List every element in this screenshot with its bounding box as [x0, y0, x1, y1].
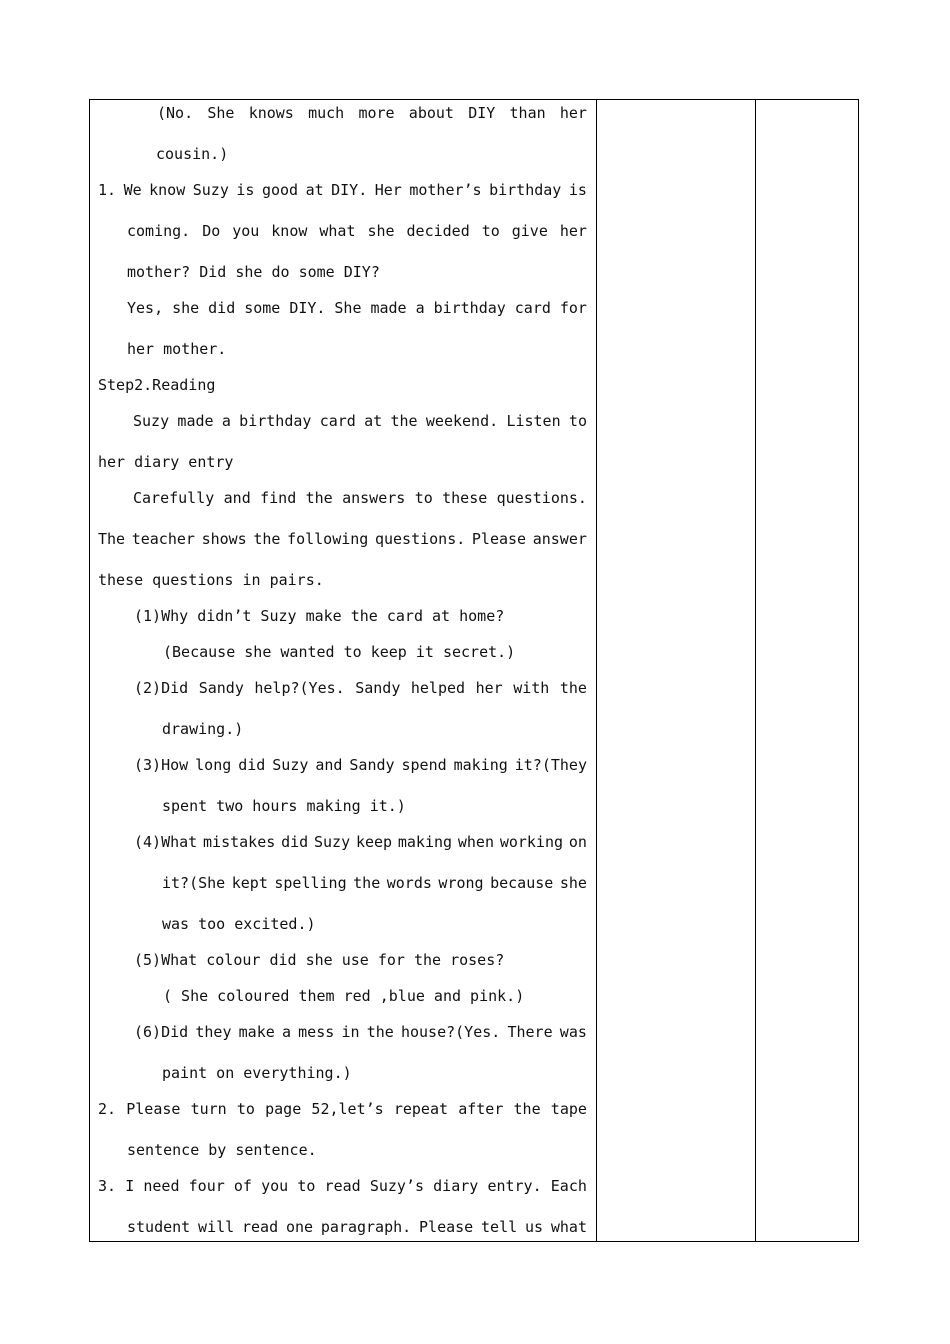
text-line: cousin.): [156, 145, 229, 163]
notes-cell: [756, 100, 859, 1242]
text-line: Suzy made a birthday card at the weekend. Listen to: [133, 412, 587, 430]
text-line: these questions in pairs.: [98, 571, 324, 589]
lesson-plan-table: [89, 99, 859, 1242]
text-line: her mother.: [127, 340, 227, 358]
text-line: was too excited.): [162, 915, 316, 933]
text-line: sentence by sentence.: [127, 1141, 317, 1159]
table-row: [90, 100, 859, 1242]
text-line: spent two hours making it.): [162, 797, 406, 815]
text-line: (4)What mistakes did Suzy keep making when working on: [134, 833, 587, 851]
text-line: (No. She knows much more about DIY than her: [157, 104, 587, 122]
procedure-text: [90, 100, 596, 1241]
text-line: 3. I need four of you to read Suzy’s diary entry. Each: [98, 1177, 587, 1195]
text-line: student will read one paragraph. Please tell us what: [127, 1218, 587, 1236]
text-line: paint on everything.): [162, 1064, 352, 1082]
text-line: Carefully and find the answers to these questions.: [133, 489, 587, 507]
teaching-procedure-cell: [90, 100, 597, 1242]
student-activity-cell: [597, 100, 756, 1242]
text-line: drawing.): [162, 720, 244, 738]
text-line: The teacher shows the following questions. Please answer: [98, 530, 587, 548]
text-line: it?(She kept spelling the words wrong because she: [162, 874, 587, 892]
text-line: ( She coloured them red ,blue and pink.): [163, 987, 525, 1005]
text-line: (3)How long did Suzy and Sandy spend making it?(They: [134, 756, 587, 774]
text-line: 1. We know Suzy is good at DIY. Her mother’s birthday is: [98, 181, 587, 199]
text-line: (Because she wanted to keep it secret.): [163, 643, 516, 661]
text-line: coming. Do you know what she decided to give her: [127, 222, 587, 240]
text-line: mother? Did she do some DIY?: [127, 263, 380, 281]
text-line: (2)Did Sandy help?(Yes. Sandy helped her with the: [134, 679, 587, 697]
text-line: (1)Why didn’t Suzy make the card at home?: [134, 607, 505, 625]
text-line: 2. Please turn to page 52,let’s repeat after the tape: [98, 1100, 587, 1118]
text-line: her diary entry: [98, 453, 234, 471]
text-line: Step2.Reading: [98, 376, 216, 394]
text-line: (6)Did they make a mess in the house?(Yes. There was: [134, 1023, 587, 1041]
text-line: Yes, she did some DIY. She made a birthday card for: [127, 299, 587, 317]
text-line: (5)What colour did she use for the roses?: [134, 951, 505, 969]
